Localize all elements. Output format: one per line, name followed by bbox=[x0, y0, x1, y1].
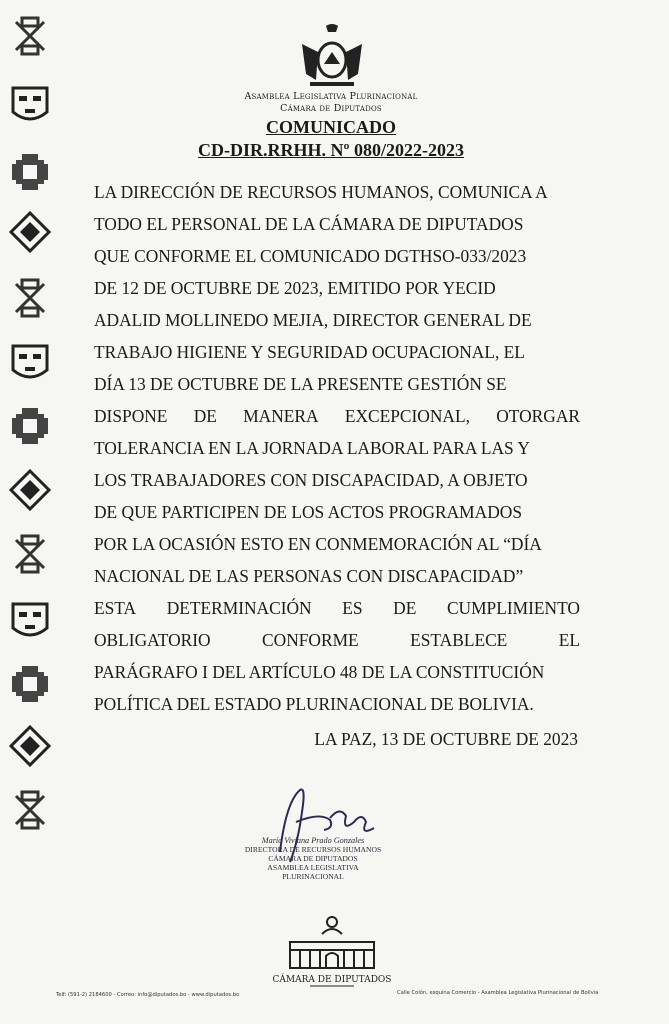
footer-contact: Telf: (591-2) 2184600 - Correo: info@diputados.bo - www.diputados.bo bbox=[56, 992, 240, 998]
x-knot-icon bbox=[8, 788, 52, 832]
diamond-icon bbox=[8, 724, 52, 768]
step-cross-icon bbox=[8, 150, 52, 194]
body-line bbox=[94, 401, 580, 431]
body-line: POR LA OCASIÓN ESTO EN CONMEMORACIÓN AL “DÍA bbox=[94, 534, 542, 554]
logo-text: CÁMARA DE DIPUTADOS bbox=[272, 975, 392, 985]
body-line: QUE CONFORME EL COMUNICADO DGTHSO-033/2023 bbox=[94, 246, 527, 266]
signature-stamp bbox=[238, 836, 388, 881]
body-line: POLÍTICA DEL ESTADO PLURINACIONAL DE BOLIVIA. bbox=[94, 694, 534, 714]
chamber-building-logo bbox=[272, 912, 392, 992]
mask-icon bbox=[8, 598, 52, 642]
signer-assembly: ASAMBLEA LEGISLATIVA PLURINACIONAL bbox=[267, 863, 359, 881]
body-line: LOS TRABAJADORES CON DISCAPACIDAD, A OBJETO bbox=[94, 470, 528, 490]
body-word: DISPONE bbox=[94, 406, 168, 426]
x-knot-icon bbox=[8, 532, 52, 576]
body-word: DE bbox=[393, 598, 417, 618]
x-knot-icon bbox=[8, 14, 52, 58]
chamber-name: Cámara de Diputados bbox=[280, 103, 382, 114]
body-word: OTORGAR bbox=[496, 406, 580, 426]
signer-role: DIRECTORA DE RECURSOS HUMANOS bbox=[244, 845, 382, 854]
body-word: ESTA bbox=[94, 598, 137, 618]
x-knot-icon bbox=[8, 276, 52, 320]
document-reference: CD-DIR.RRHH. Nº 080/2022-2023 bbox=[198, 140, 464, 160]
body-line: ADALID MOLLINEDO MEJIA, DIRECTOR GENERAL DE bbox=[94, 310, 532, 330]
body-line bbox=[94, 625, 580, 655]
body-word: DETERMINACIÓN bbox=[166, 598, 312, 618]
body-line bbox=[94, 593, 580, 623]
diamond-icon bbox=[8, 210, 52, 254]
document-date: LA PAZ, 13 DE OCTUBRE DE 2023 bbox=[314, 729, 578, 749]
body-line: TODO EL PERSONAL DE LA CÁMARA DE DIPUTADOS bbox=[94, 214, 524, 234]
body-word: CUMPLIMIENTO bbox=[446, 598, 580, 618]
body-word: DE bbox=[193, 406, 217, 426]
body-word: EL bbox=[558, 630, 580, 650]
body-line: DE 12 DE OCTUBRE DE 2023, EMITIDO POR YECID bbox=[94, 278, 496, 298]
step-cross-icon bbox=[8, 662, 52, 706]
diamond-icon bbox=[8, 468, 52, 512]
mask-icon bbox=[8, 340, 52, 384]
body-line: DE QUE PARTICIPEN DE LOS ACTOS PROGRAMADOS bbox=[94, 502, 522, 522]
body-line: TOLERANCIA EN LA JORNADA LABORAL PARA LAS Y bbox=[94, 438, 530, 458]
body-line: DÍA 13 DE OCTUBRE DE LA PRESENTE GESTIÓN SE bbox=[94, 374, 507, 394]
body-word: ESTABLECE bbox=[410, 630, 508, 650]
body-word: EXCEPCIONAL, bbox=[344, 406, 470, 426]
mask-icon bbox=[8, 82, 52, 126]
signer-name: María Viviana Prado Gonzales bbox=[261, 836, 365, 845]
step-cross-icon bbox=[8, 404, 52, 448]
body-word: OBLIGATORIO bbox=[94, 630, 211, 650]
body-line: NACIONAL DE LAS PERSONAS CON DISCAPACIDAD” bbox=[94, 566, 524, 586]
body-word: ES bbox=[342, 598, 363, 618]
signer-org: CÁMARA DE DIPUTADOS bbox=[268, 854, 358, 863]
footer-address: Calle Colón, esquina Comercio - Asamblea Legislativa Plurinacional de Bolivia bbox=[397, 990, 599, 996]
coat-of-arms-icon bbox=[296, 24, 368, 90]
body-line: PARÁGRAFO I DEL ARTÍCULO 48 DE LA CONSTITUCIÓN bbox=[94, 662, 545, 682]
body-word: CONFORME bbox=[262, 630, 359, 650]
body-line: LA DIRECCIÓN DE RECURSOS HUMANOS, COMUNICA A bbox=[94, 182, 548, 202]
body-word: MANERA bbox=[243, 406, 319, 426]
institution-name: Asamblea Legislativa Plurinacional bbox=[244, 91, 418, 102]
document-title: COMUNICADO bbox=[266, 117, 396, 137]
body-line: TRABAJO HIGIENE Y SEGURIDAD OCUPACIONAL, EL bbox=[94, 342, 525, 362]
